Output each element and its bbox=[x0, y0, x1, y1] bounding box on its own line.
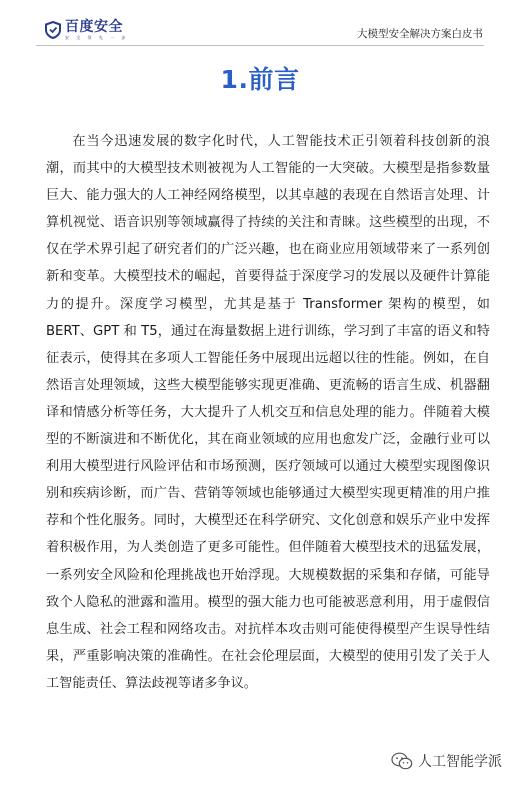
logo-tagline: 安 全 领 先 一 步 bbox=[65, 35, 129, 40]
logo-text: 百度安全 bbox=[65, 19, 123, 35]
wechat-icon bbox=[391, 752, 413, 770]
document-title: 大模型安全解决方案白皮书 bbox=[357, 28, 483, 40]
page-header bbox=[0, 0, 520, 46]
wechat-watermark bbox=[385, 749, 502, 773]
header-divider bbox=[36, 45, 484, 46]
watermark-text: 人工智能学派 bbox=[418, 754, 502, 770]
shield-icon bbox=[45, 21, 61, 39]
baidu-security-logo bbox=[45, 20, 128, 41]
body-paragraph: 在当今迅速发展的数字化时代，人工智能技术正引领着科技创新的浪潮，而其中的大模型技术则被视为人工智能的一大突破。大模型是指参数量巨大、能力强大的人工神经网络模型，以其卓越的表现在自然语言处理、计算机视觉、语音识别等领域赢得了持续的关注和青睐。这些模型的出现，不仅在学术界引起了研究者们的广泛兴趣，也在商业应用领域带来了一系列创新和变革。大模型技术的崛起，首要得益于深度学习的发展以及硬件计算能力的提升。深度学习模型，尤其是基于 Transformer 架构的模型，如 BERT、GPT 和 T5，通过在海量数据上进行训练，学习到了丰富的语义和特征表示，使得其在多项人工智能任务中展现出远超以往的性能。例如，在自然语言处理领域，这些大模型能够实现更准确、更流畅的语言生成、机器翻译和情感分析等任务，大大提升了人机交互和信息处理的能力。伴随着大模型的不断演进和不断优化，其在商业领域的应用也愈发广泛，金融行业可以利用大模型进行风险评估和市场预测，医疗领域可以通过大模型实现图像识别和疾病诊断，而广告、营销等领域也能够通过大模型实现更精准的用户推荐和个性化服务。同时，大模型还在科学研究、文化创意和娱乐产业中发挥着积极作用，为人类创造了更多可能性。但伴随着大模型技术的迅猛发展，一系列安全风险和伦理挑战也开始浮现。大规模数据的采集和存储，可能导致个人隐私的泄露和滥用。模型的强大能力也可能被恶意利用，用于虚假信息生成、社会工程和网络攻击。对抗样本攻击则可能使得模型产生误导性结果，严重影响决策的准确性。在社会伦理层面，大模型的使用引发了关于人工智能责任、算法歧视等诸多争议。 bbox=[46, 134, 490, 691]
section-heading: 1.前言 bbox=[220, 65, 300, 94]
